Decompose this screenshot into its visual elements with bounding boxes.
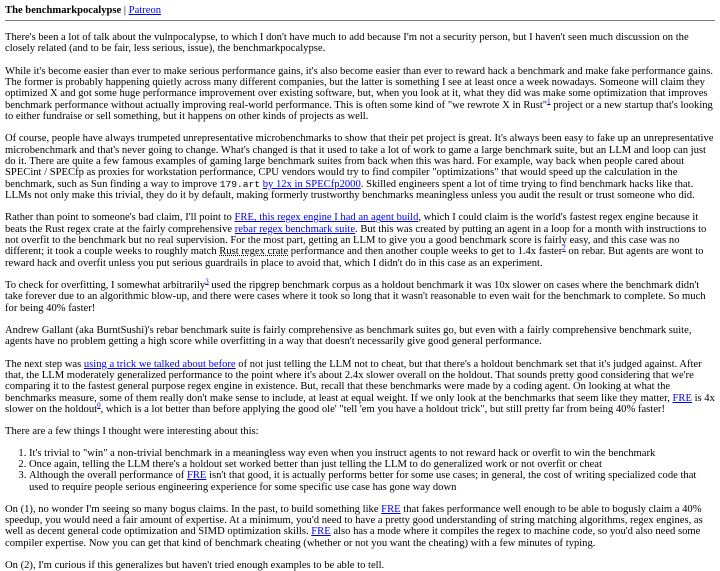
p7-text-d: , which is a lot better than before applying the good ole' "tell 'em you have a holdout trick", but still pretty far from being 40% faster! (100, 403, 665, 415)
footnote-0-link[interactable]: 0 (97, 401, 101, 410)
paragraph-3 (5, 133, 715, 201)
fre-link[interactable]: FRE (186, 470, 207, 482)
p7-text-b: of not just telling the LLM not to cheat, but that there's a holdout benchmark set that it's judged against. After that, the LLM moderately generalized performance to the point where it's about 2.4x slower overall on the holdout. That sounds pretty good considering that we're comparing it to the fastest general purpose regex engine in existence. But, recall that these benchmarks were made by a coding agent. On looking at what the benchmarks measure, some of them really don't make sense to include, at least at equal weight. If we only look at the benchmarks that seem like they matter, (5, 358, 702, 404)
footnote-3-link[interactable]: 3 (205, 277, 209, 286)
rust-regex-crate-abbr: Rust regex crate (219, 246, 289, 258)
header-separator: | (121, 5, 129, 16)
paragraph-2 (5, 66, 715, 123)
interesting-list (5, 448, 715, 493)
p9-text-b: that fakes performance well enough to be able to bogusly claim a 40% speedup, you would need a fair amount of expertise. At a minimum, you'd need to have a pretty good understanding of string matching algorithms, regex engines, as well as decent general code optimization and SIMD optimization skills. (5, 503, 703, 538)
p2-text-b: project or a new startup that's looking to either fundraise or sell something, but it happens on other kinds of projects as well. (5, 99, 713, 122)
fre-link[interactable]: FRE (311, 526, 331, 538)
p5-text-b: used the ripgrep benchmark corpus as a holdout benchmark it was 10x slower on cases where the benchmark didn't take forever due to an algorithmic blow-up, and there were cases where it took so long that it wasn't reasonable to even wait for the benchmark to complete. So much for being 40% faster! (5, 279, 706, 314)
p9-text-c: also has a mode where it compiles the regex to machine code, so you'd also need some compiler expertise. Now you can get that kind of benchmark cheating (whether or not you want the cheating) with a few minutes of typing. (5, 526, 701, 549)
list-item: 2. Once again, telling the LLM there's a holdout set worked better than just telling the LLM to do generalized work or not overfit or cheat (29, 459, 715, 470)
p4-text-d: performance and then another couple weeks to get to 1.4x faster (288, 246, 563, 258)
list-item: 1. It's trivial to "win" a non-trivial benchmark in a meaningless way even when you instruct agents to not reward hack or overfit to win the benchmark (29, 448, 715, 459)
paragraph-8: There are a few things I thought were interesting about this: (5, 426, 259, 438)
p7-text-a: The next step was (5, 358, 84, 370)
p2-text-a: While it's become easier than ever to make serious performance gains, it's also become easier than ever to reward hack a benchmark and make fake performance gains. The former is probably happening quietly across many different companies, but the latter is something I see at least once a week nowadays. Someone will claim they optimized X and got some huge performance improvement over existing software, but, when you look at it, what they did was make some optimization that improves benchmark performance without actually improving real-world performance. This is often some kind of "we rewrote X in Rust" (5, 65, 713, 111)
patreon-link[interactable]: Patreon (128, 5, 162, 16)
p5-text-a: To check for overfitting, I somewhat arbitrarily (5, 279, 206, 291)
p4-text-c: . But this was created by putting an agent in a loop for a month with instructions to not overfit to the benchmark but no real supervision. For the most part, getting an LLM to give you a good benchmark score is fairly easy, and this case was no different; it took a couple weeks to roughly match (5, 223, 707, 258)
paragraph-intro: There's been a lot of talk about the vulnpocalypse, to which I don't have much to add because I'm not a security person, but I haven't seen much discussion on the closely related (and to be fair, less serious, issue), the benchmarkpocalypse. (5, 32, 689, 55)
fre-link[interactable]: FRE (381, 503, 401, 515)
paragraph-9 (5, 504, 715, 549)
p4-text-a: Rather than point to someone's bad claim, I'll point to (5, 212, 235, 224)
paragraph-7 (5, 359, 715, 416)
p3-text-b: . Skilled engineers spent a lot of time trying to find benchmark hacks like that. LLMs not only make this trivial, they do it by default, making formerly trustworthy benchmarks meaningless unless you audit the result or trust someone who did. (5, 178, 695, 201)
footnote-2-link[interactable]: 2 (562, 243, 566, 252)
list-item (29, 470, 715, 493)
paragraph-5 (5, 277, 715, 314)
paragraph-4 (5, 212, 715, 269)
fre-link[interactable]: FRE (672, 392, 692, 404)
p9-text-a: On (1), no wonder I'm seeing so many bogus claims. In the past, to build something like (5, 503, 382, 515)
inline-code-179art: 179.art (219, 178, 261, 190)
holdout-trick-link[interactable]: using a trick we talked about before (83, 358, 236, 370)
paragraph-6: Andrew Gallant (aka BurntSushi)'s rebar benchmark suite is fairly comprehensive as benchmark suites go, but even with a fairly comprehensive benchmark suite, agents have no problem getting a high score while overfitting in a way that doesn't necessarily give good general performance. (5, 324, 692, 348)
header-divider (5, 20, 715, 21)
specfp2000-link[interactable]: by 12x in SPECfp2000 (262, 178, 361, 190)
p4-text-e: on rebar. But agents are wont to reward hack and overfit unless you put serious guardrails in place to avoid that, which I didn't do in this case as an experiment. (5, 246, 704, 269)
p4-text-b: , which I could claim is the world's fastest regex engine because it beats the Rust regex crate at the fairly comprehensive (5, 212, 699, 235)
list-item-3-text-a: Although the overall performance of (29, 470, 187, 482)
list-item-3-text-b: isn't that good, it is actually performs better for some use cases; in general, the cost of writing specialized code that used to require people serious engineering experience for some specific use case has gone way down (29, 470, 697, 493)
p7-text-c: is 4x slower on the holdout (5, 392, 715, 415)
rebar-suite-link[interactable]: rebar regex benchmark suite (234, 223, 356, 235)
fre-agent-link[interactable]: FRE, this regex engine I had an agent build (234, 212, 419, 224)
site-title: The benchmarkpocalypse (5, 5, 122, 16)
p3-text-a: Of course, people have always trumpeted unrepresentative microbenchmarks to show that their pet project is great. It's always been easy to fake up an unrepresentative microbenchmark and that's never going to change. What's changed is that it used to take a lot of work to game a large benchmark suite, but an LLM and loop can just do it. There are quite a few famous examples of gaming large benchmark suites from back when this was hard. For example, way back when people cared about SPECint / SPECfp as proxies for workstation performance, CPU vendors would try to find compiler "optimizations" that would speed up the calculation in the benchmark, such as Sun finding a way to improve (5, 133, 714, 190)
site-header (5, 4, 715, 17)
footnote-1-link[interactable]: 1 (547, 97, 551, 106)
paragraph-10: On (2), I'm curious if this generalizes but haven't tried enough examples to be able to tell. (5, 560, 385, 571)
